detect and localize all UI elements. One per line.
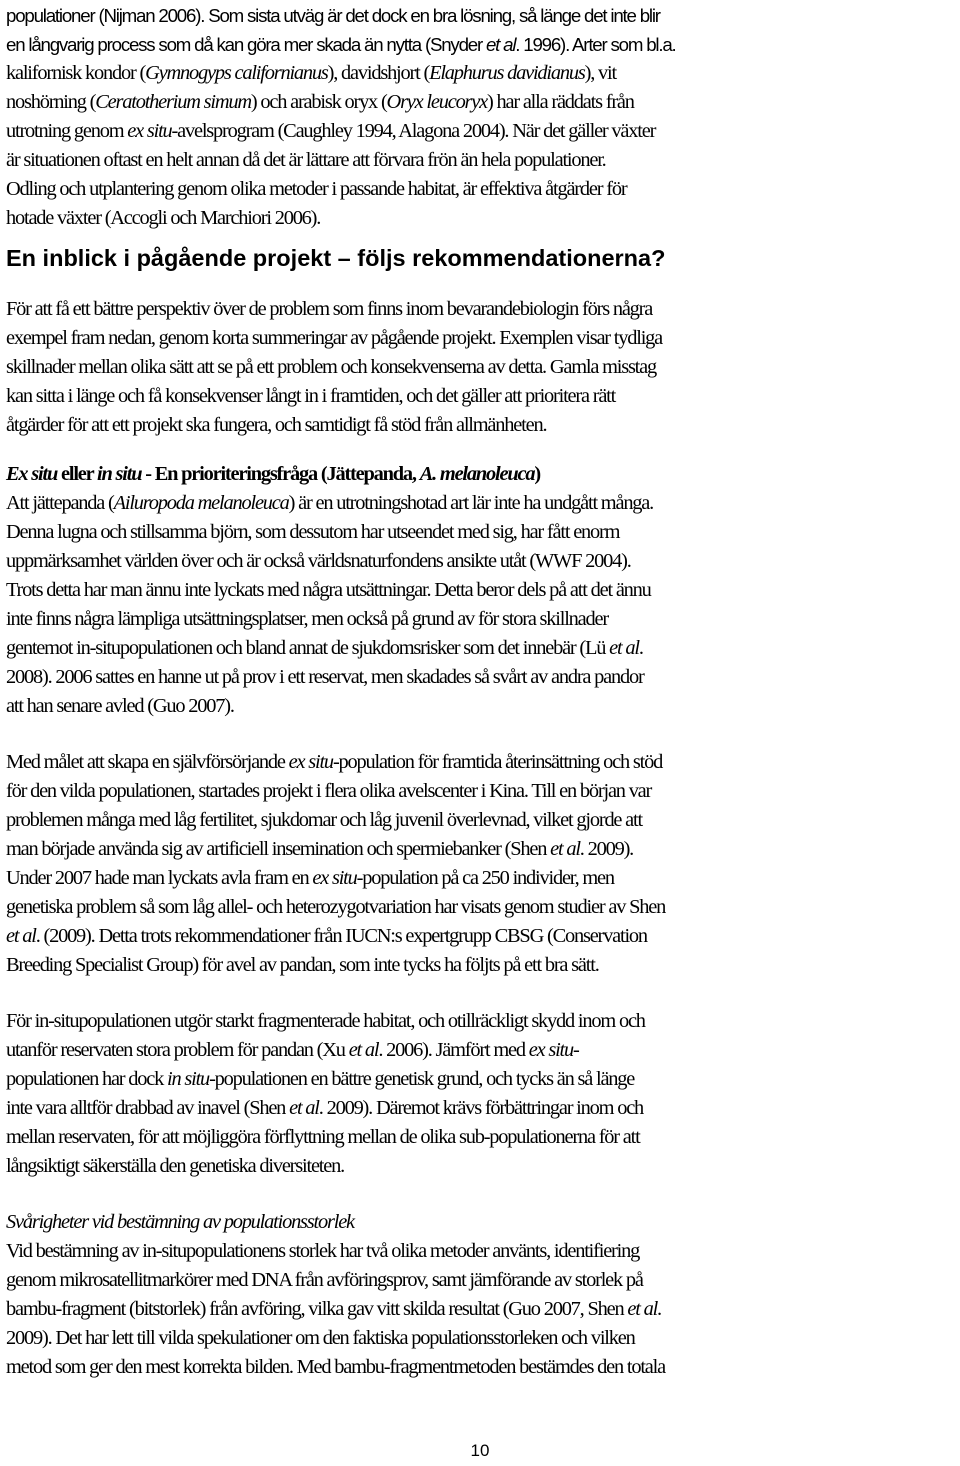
text-line: Att jättepanda (Ailuropoda melanoleuca) är en utrotningshotad art lär inte ha undgått många.	[6, 492, 654, 514]
paragraph-exsitu	[6, 748, 958, 980]
text-line: inte vara alltför drabbad av inavel (Shen et al. 2009). Däremot krävs förbättringar inom och	[6, 1097, 644, 1119]
text-line: 2009). Det har lett till vilda spekulationer om den faktiska populationsstorleken och vilken	[6, 1327, 635, 1349]
text-line: 2008). 2006 sattes en hanne ut på prov i ett reservat, men skadades så svårt av andra pandor	[6, 666, 644, 688]
text-line: hotade växter (Accogli och Marchiori 2006).	[6, 207, 321, 229]
text-line: Vid bestämning av in-situpopulationens storlek har två olika metoder använts, identifiering	[6, 1240, 640, 1262]
text-line: Under 2007 hade man lyckats avla fram en ex situ-population på ca 250 individer, men	[6, 867, 614, 889]
text-line: För att få ett bättre perspektiv över de problem som finns inom bevarandebiologin förs några	[6, 298, 653, 320]
text-line: et al. (2009). Detta trots rekommendationer från IUCN:s expertgrupp CBSG (Conservation	[6, 925, 647, 947]
text-line: problemen många med låg fertilitet, sjukdomar och låg juvenil överlevnad, vilket gjorde att	[6, 809, 642, 831]
text-line: Med målet att skapa en självförsörjande ex situ-population för framtida återinsättning och stöd	[6, 751, 663, 773]
text-line: är situationen oftast en helt annan då det är lättare att förvara frön än hela populationer.	[6, 149, 606, 171]
text-line: kalifornisk kondor (Gymnogyps californianus), davidshjort (Elaphurus davidianus), vit	[6, 62, 616, 84]
text-line: kan sitta i länge och få konsekvenser långt in i framtiden, och det gäller att prioritera rätt	[6, 385, 616, 407]
text-line: Denna lugna och stillsamma björn, som dessutom har utseendet med sig, har fått enorm	[6, 521, 620, 543]
text-line: Trots detta har man ännu inte lyckats med några utsättningar. Detta beror dels på att det ännu	[6, 579, 651, 601]
text-line: långsiktigt säkerställa den genetiska diversiteten.	[6, 1155, 345, 1177]
text-line: Odling och utplantering genom olika metoder i passande habitat, är effektiva åtgärder för	[6, 178, 627, 200]
text-line: populationen har dock in situ-populationen en bättre genetisk grund, och tycks än så länge	[6, 1068, 635, 1090]
text-line: genetiska problem så som låg allel- och heterozygotvariation har visats genom studier av Shen	[6, 896, 666, 918]
text-line: utrotning genom ex situ-avelsprogram (Caughley 1994, Alagona 2004). När det gäller växter	[6, 120, 656, 142]
text-line: en långvarig process som då kan göra mer skada än nytta (Snyder et al. 1996). Arter som bl.a.	[6, 34, 676, 55]
section-heading: En inblick i pågående projekt – följs rekommendationerna?	[6, 245, 666, 271]
text-line: bambu-fragment (bitstorlek) från avföring, vilka gav vitt skilda resultat (Guo 2007, Shen et al.	[6, 1298, 661, 1320]
text-line: att han senare avled (Guo 2007).	[6, 695, 234, 717]
text-line: mellan reservaten, för att möjliggöra förflyttning mellan de olika sub-populationerna för att	[6, 1126, 640, 1148]
paragraph-opening	[6, 1, 958, 233]
text-line: utanför reservaten stora problem för pandan (Xu et al. 2006). Jämfört med ex situ-	[6, 1039, 579, 1061]
text-line: för den vilda populationen, startades projekt i flera olika avelscenter i Kina. Till en början var	[6, 780, 652, 802]
text-line: uppmärksamhet världen över och är också världsnaturfondens ansikte utåt (WWF 2004).	[6, 550, 631, 572]
text-line: skillnader mellan olika sätt att se på ett problem och konsekvenserna av detta. Gamla misstag	[6, 356, 656, 378]
text-line: metod som ger den mest korrekta bilden. Med bambu-fragmentmetoden bestämdes den totala	[6, 1356, 665, 1378]
document-page	[6, 0, 958, 1382]
paragraph-intro	[6, 295, 958, 440]
paragraph-populationsstorlek	[6, 1208, 958, 1382]
text-line: åtgärder för att ett projekt ska fungera, och samtidigt få stöd från allmänheten.	[6, 414, 547, 436]
text-line: exempel fram nedan, genom korta summeringar av pågående projekt. Exemplen visar tydliga	[6, 327, 663, 349]
subsection-heading: Ex situ eller in situ - En prioriteringsfråga (Jättepanda, A. melanoleuca)	[6, 463, 540, 485]
subsection-title: Svårigheter vid bestämning av populationsstorlek	[6, 1211, 354, 1233]
text-line: För in-situpopulationen utgör starkt fragmenterade habitat, och otillräckligt skydd inom och	[6, 1010, 645, 1032]
text-line: populationer (Nijman 2006). Som sista utväg är det dock en bra lösning, så länge det inte blir	[6, 5, 660, 26]
text-line: man började använda sig av artificiell insemination och spermiebanker (Shen et al. 2009).	[6, 838, 634, 860]
text-line: genom mikrosatellitmarkörer med DNA från avföringsprov, samt jämförande av storlek på	[6, 1269, 643, 1291]
text-line: noshörning (Ceratotherium simum) och arabisk oryx (Oryx leucoryx) har alla räddats från	[6, 91, 634, 113]
text-line: gentemot in-situpopulationen och bland annat de sjukdomsrisker som det innebär (Lü et al.	[6, 637, 643, 659]
text-line: inte finns några lämpliga utsättningsplatser, men också på grund av för stora skillnader	[6, 608, 608, 630]
page-number: 10	[470, 1441, 490, 1460]
paragraph-insitu	[6, 1007, 958, 1181]
paragraph-panda	[6, 489, 958, 721]
text-line: Breeding Specialist Group) för avel av pandan, som inte tycks ha följts på ett bra sätt.	[6, 954, 599, 976]
